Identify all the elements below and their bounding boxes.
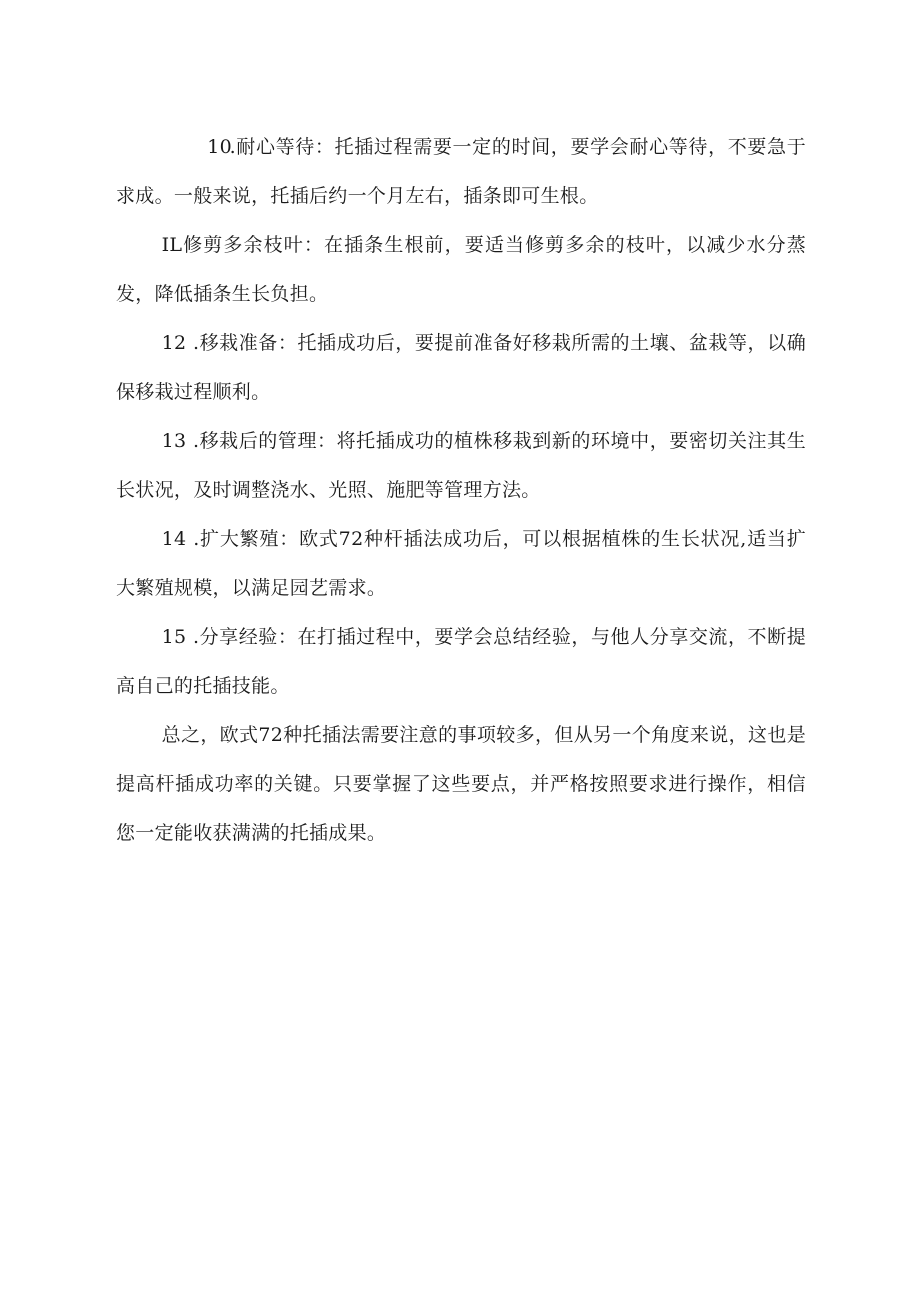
document-body [116, 123, 806, 858]
paragraph-15: 15 .分享经验：在打插过程中，要学会总结经验，与他人分享交流，不断提高自己的托插技能。 [116, 626, 806, 697]
paragraph-14: 14 .扩大繁殖：欧式72种杆插法成功后，可以根据植株的生长状况,适当扩大繁殖规模，以满足园艺需求。 [116, 528, 806, 599]
item-number: 10 [207, 136, 232, 158]
paragraph-summary: 总之，欧式72种托插法需要注意的事项较多，但从另一个角度来说，这也是提高杆插成功率的关键。只要掌握了这些要点，并严格按照要求进行操作，相信您一定能收获满满的托插成果。 [116, 724, 806, 844]
paragraph-11: IL修剪多余枝叶：在插条生根前，要适当修剪多余的枝叶，以减少水分蒸发，降低插条生长负担。 [116, 234, 806, 305]
paragraph-10 [116, 123, 806, 221]
paragraph-13: 13 .移栽后的管理：将托插成功的植株移栽到新的环境中，要密切关注其生长状况，及时调整浇水、光照、施肥等管理方法。 [116, 430, 806, 501]
paragraph-text: .耐心等待：托插过程需要一定的时间，要学会耐心等待，不要急于求成。一般来说，托插后约一个月左右，插条即可生根。 [116, 136, 806, 207]
paragraph-12: 12 .移栽准备：托插成功后，要提前准备好移栽所需的土壤、盆栽等，以确保移栽过程顺利。 [116, 332, 806, 403]
